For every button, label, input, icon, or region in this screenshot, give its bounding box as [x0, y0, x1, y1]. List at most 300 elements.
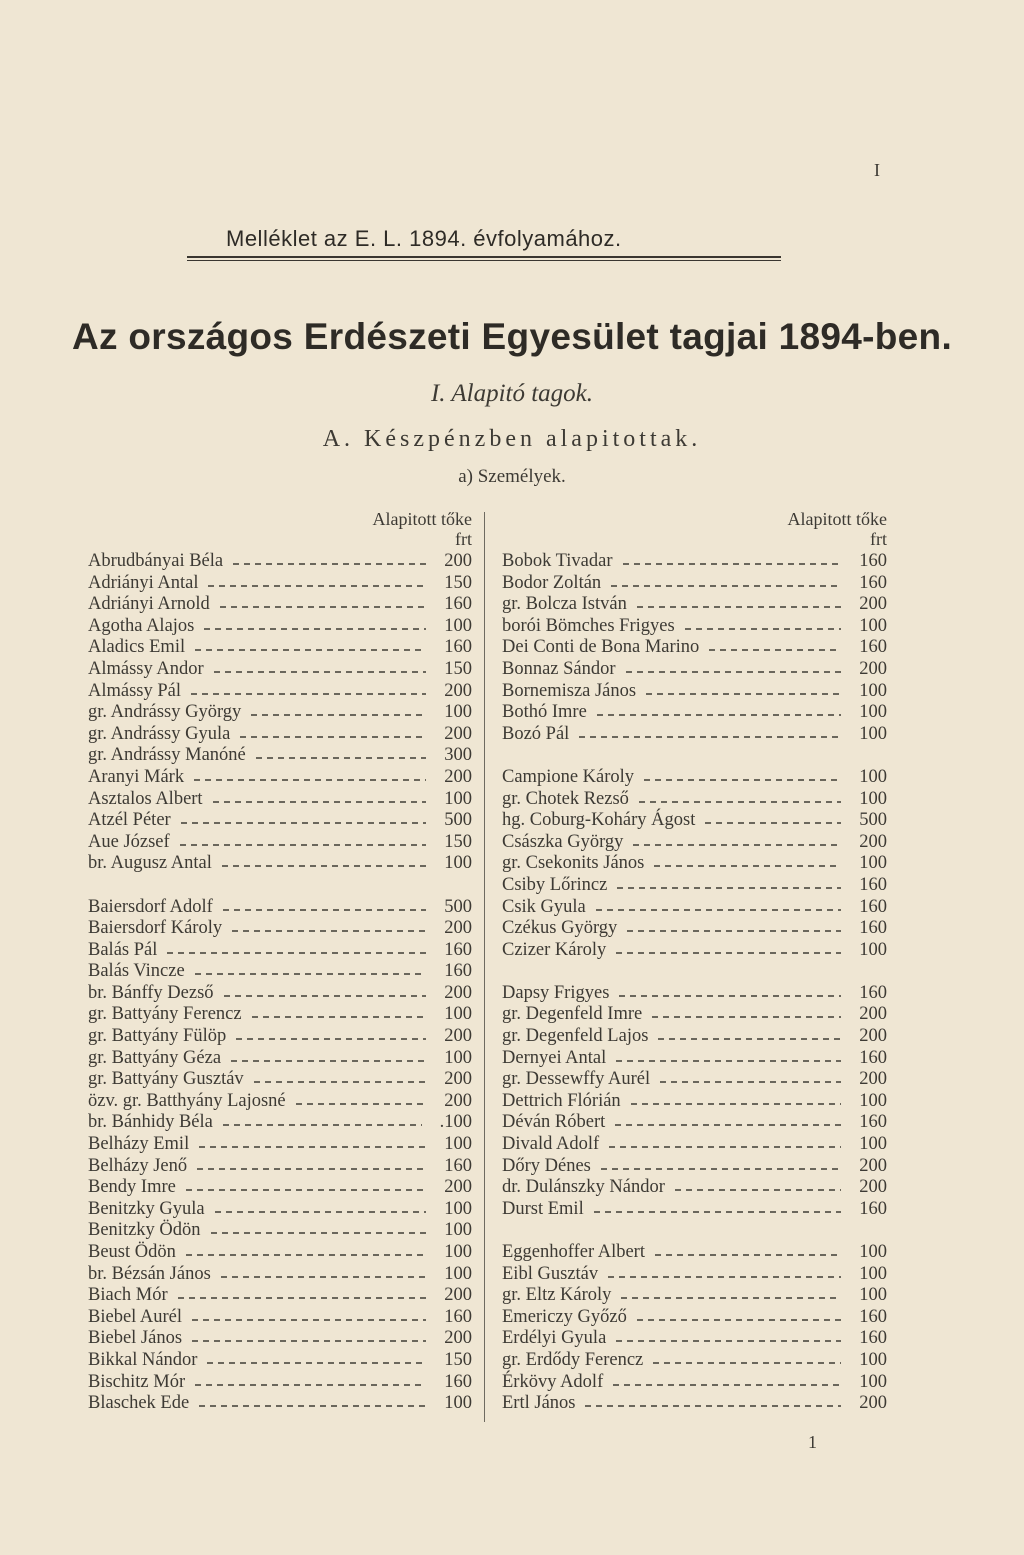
- member-name: Belházy Jenő: [88, 1155, 188, 1176]
- member-row: [88, 767, 472, 789]
- capital-value: 160: [444, 594, 472, 615]
- leader-dots: [195, 1384, 426, 1386]
- capital-value: 200: [859, 1026, 887, 1047]
- member-name: gr. Chotek Rezső: [502, 788, 629, 809]
- capital-value: 100: [859, 1285, 887, 1306]
- member-name: Czizer Károly: [502, 939, 607, 960]
- capital-value: 200: [859, 1069, 887, 1090]
- member-name: Baiersdorf Károly: [88, 918, 223, 939]
- capital-value: 150: [444, 1349, 472, 1370]
- leader-dots: [233, 563, 426, 565]
- member-name: dr. Dulánszky Nándor: [502, 1177, 665, 1198]
- member-name: Csik Gyula: [502, 896, 586, 917]
- member-row: [88, 789, 472, 811]
- supplement-title: Melléklet az E. L. 1894. évfolyamához.: [226, 226, 622, 251]
- leader-dots: [296, 1103, 427, 1105]
- group-heading: a) Személyek.: [458, 466, 566, 487]
- left-column-header-unit: frt: [455, 529, 472, 549]
- capital-value: 200: [444, 1090, 472, 1111]
- left-member-list: [88, 551, 472, 1415]
- leader-dots: [615, 1124, 841, 1126]
- leader-dots: [626, 671, 842, 673]
- capital-value: 100: [444, 615, 472, 636]
- member-row: [502, 983, 887, 1005]
- member-name: Atzél Péter: [88, 810, 171, 831]
- member-name: br. Bánhidy Béla: [88, 1112, 213, 1133]
- member-row: [88, 702, 472, 724]
- member-row: [88, 1220, 472, 1242]
- member-row: [502, 961, 887, 983]
- member-name: Balás Pál: [88, 939, 158, 960]
- member-name: Bothó Imre: [502, 702, 587, 723]
- member-row: [88, 1091, 472, 1113]
- leader-dots: [646, 693, 841, 695]
- leader-dots: [167, 952, 426, 954]
- member-name: Dei Conti de Bona Marino: [502, 637, 700, 658]
- leader-dots: [199, 1146, 426, 1148]
- leader-dots: [644, 779, 841, 781]
- leader-dots: [222, 865, 426, 867]
- leader-dots: [616, 1060, 841, 1062]
- capital-value: 160: [859, 637, 887, 658]
- leader-dots: [192, 1340, 426, 1342]
- member-name: Bobok Tivadar: [502, 551, 613, 571]
- member-row: [88, 1004, 472, 1026]
- member-row: [88, 1350, 472, 1372]
- member-name: br. Bánffy Dezső: [88, 982, 214, 1003]
- capital-value: 100: [444, 853, 472, 874]
- leader-dots: [631, 1103, 842, 1105]
- member-row: [88, 1134, 472, 1156]
- member-name: Adriányi Antal: [88, 572, 199, 593]
- capital-value: 200: [859, 831, 887, 852]
- right-column-header: [730, 509, 887, 549]
- member-name: Belházy Emil: [88, 1134, 190, 1155]
- member-name: hg. Coburg-Koháry Ágost: [502, 810, 696, 831]
- member-row: [88, 1026, 472, 1048]
- member-row: [88, 1393, 472, 1415]
- capital-value: 100: [859, 723, 887, 744]
- leader-dots: [232, 930, 426, 932]
- capital-value: 100: [444, 1198, 472, 1219]
- member-name: Bozó Pál: [502, 723, 570, 744]
- member-name: gr. Csekonits János: [502, 853, 645, 874]
- leader-dots: [178, 1297, 427, 1299]
- leader-dots: [220, 606, 426, 608]
- member-row: [502, 875, 887, 897]
- member-row: [502, 745, 887, 767]
- member-name: Aranyi Márk: [88, 766, 185, 787]
- capital-value: 160: [444, 1371, 472, 1392]
- leader-dots: [192, 1319, 426, 1321]
- member-row: [88, 573, 472, 595]
- member-row: [502, 810, 887, 832]
- leader-dots: [596, 909, 841, 911]
- capital-value: 160: [859, 896, 887, 917]
- capital-value: 160: [444, 939, 472, 960]
- leader-dots: [660, 1081, 841, 1083]
- member-row: [88, 983, 472, 1005]
- capital-value: 100: [859, 702, 887, 723]
- leader-dots: [579, 736, 841, 738]
- title-rule-thin: [187, 260, 781, 261]
- right-member-list: [502, 551, 887, 1415]
- leader-dots: [223, 1124, 422, 1126]
- member-row: [88, 940, 472, 962]
- leader-dots: [655, 1254, 841, 1256]
- capital-value: 200: [859, 1004, 887, 1025]
- capital-value: 160: [859, 572, 887, 593]
- capital-value: 100: [444, 1047, 472, 1068]
- member-row: [502, 1048, 887, 1070]
- member-name: Bodor Zoltán: [502, 572, 602, 593]
- member-row: [502, 1004, 887, 1026]
- member-row: [88, 897, 472, 919]
- capital-value: 160: [859, 1112, 887, 1133]
- leader-dots: [240, 736, 426, 738]
- leader-dots: [208, 585, 426, 587]
- member-name: Benitzky Ödön: [88, 1220, 201, 1241]
- capital-value: 100: [444, 702, 472, 723]
- leader-dots: [627, 930, 841, 932]
- member-row: [502, 1156, 887, 1178]
- member-row: [88, 1285, 472, 1307]
- capital-value: 100: [444, 1004, 472, 1025]
- capital-value: 100: [859, 766, 887, 787]
- leader-dots: [236, 1038, 426, 1040]
- member-row: [88, 616, 472, 638]
- capital-value: 200: [859, 1155, 887, 1176]
- member-row: [88, 875, 472, 897]
- member-name: Baiersdorf Adolf: [88, 896, 213, 917]
- member-row: [502, 1350, 887, 1372]
- capital-value: 100: [444, 1134, 472, 1155]
- member-name: gr. Andrássy Manóné: [88, 745, 246, 766]
- member-row: [502, 1026, 887, 1048]
- member-name: gr. Dessewffy Aurél: [502, 1069, 651, 1090]
- member-row: [88, 1069, 472, 1091]
- leader-dots: [252, 1016, 427, 1018]
- capital-value: 160: [859, 1306, 887, 1327]
- member-row: [88, 832, 472, 854]
- member-name: Biebel Aurél: [88, 1306, 183, 1327]
- leader-dots: [653, 1362, 841, 1364]
- leader-dots: [613, 1384, 841, 1386]
- leader-dots: [199, 1405, 426, 1407]
- capital-value: 160: [859, 551, 887, 571]
- capital-value: 100: [859, 1349, 887, 1370]
- capital-value: 160: [859, 1198, 887, 1219]
- leader-dots: [608, 1276, 841, 1278]
- member-row: [88, 745, 472, 767]
- member-row: [502, 897, 887, 919]
- member-row: [502, 1393, 887, 1415]
- leader-dots: [231, 1060, 426, 1062]
- member-row: [88, 594, 472, 616]
- member-name: Divald Adolf: [502, 1134, 600, 1155]
- member-name: br. Bézsán János: [88, 1263, 211, 1284]
- leader-dots: [633, 844, 841, 846]
- leader-dots: [221, 1276, 426, 1278]
- subsection-heading: A. Készpénzben alapitottak.: [322, 426, 702, 452]
- member-row: [502, 1134, 887, 1156]
- capital-value: 200: [444, 1177, 472, 1198]
- member-name: Eibl Gusztáv: [502, 1263, 599, 1284]
- leader-dots: [207, 1362, 426, 1364]
- member-name: gr. Battyány Ferencz: [88, 1004, 242, 1025]
- member-row: [502, 789, 887, 811]
- capital-value: 100: [859, 1090, 887, 1111]
- capital-value: 200: [859, 1393, 887, 1414]
- member-name: Biach Mór: [88, 1285, 168, 1306]
- capital-value: 200: [444, 1328, 472, 1349]
- title-rule: [187, 256, 781, 258]
- member-name: gr. Battyány Géza: [88, 1047, 222, 1068]
- member-name: Asztalos Albert: [88, 788, 203, 809]
- leader-dots: [597, 714, 841, 716]
- member-name: Aladics Emil: [88, 637, 186, 658]
- member-name: Biebel János: [88, 1328, 183, 1349]
- leader-dots: [709, 649, 841, 651]
- leader-dots: [609, 1146, 841, 1148]
- capital-value: 200: [444, 982, 472, 1003]
- member-name: Erdélyi Gyula: [502, 1328, 607, 1349]
- member-name: Aue József: [88, 831, 170, 852]
- member-row: [502, 1328, 887, 1350]
- capital-value: 160: [444, 961, 472, 982]
- capital-value: 100: [859, 1134, 887, 1155]
- member-name: Blaschek Ede: [88, 1393, 190, 1414]
- member-row: [502, 573, 887, 595]
- capital-value: 200: [444, 766, 472, 787]
- leader-dots: [191, 693, 426, 695]
- member-row: [88, 1048, 472, 1070]
- member-row: [502, 1220, 887, 1242]
- right-column-header-unit: frt: [870, 529, 887, 549]
- member-row: [502, 1285, 887, 1307]
- leader-dots: [214, 671, 427, 673]
- member-row: [88, 1177, 472, 1199]
- capital-value: 200: [859, 594, 887, 615]
- capital-value: 100: [444, 1242, 472, 1262]
- member-row: [502, 1069, 887, 1091]
- member-row: [502, 1242, 887, 1264]
- member-name: Beust Ödön: [88, 1242, 176, 1262]
- member-name: Dőry Dénes: [502, 1155, 591, 1176]
- member-row: [502, 832, 887, 854]
- leader-dots: [685, 628, 842, 630]
- member-name: gr. Battyány Gusztáv: [88, 1069, 244, 1090]
- capital-value: 160: [444, 1306, 472, 1327]
- member-row: [502, 853, 887, 875]
- member-name: Agotha Alajos: [88, 615, 195, 636]
- page-number: 1: [808, 1432, 817, 1452]
- leader-dots: [601, 1168, 841, 1170]
- leader-dots: [186, 1254, 426, 1256]
- member-name: br. Augusz Antal: [88, 853, 212, 874]
- member-row: [502, 702, 887, 724]
- member-row: [88, 1264, 472, 1286]
- leader-dots: [204, 628, 426, 630]
- capital-value: 200: [444, 1069, 472, 1090]
- leader-dots: [195, 973, 427, 975]
- member-row: [88, 961, 472, 983]
- member-row: [88, 853, 472, 875]
- leader-dots: [223, 909, 426, 911]
- member-row: [502, 551, 887, 573]
- member-name: Almássy Andor: [88, 658, 204, 679]
- capital-value: 200: [859, 1177, 887, 1198]
- capital-value: 200: [444, 723, 472, 744]
- leader-dots: [616, 952, 841, 954]
- leader-dots: [705, 822, 841, 824]
- member-name: Dettrich Flórián: [502, 1090, 621, 1111]
- member-name: özv. gr. Batthyány Lajosné: [88, 1090, 286, 1111]
- capital-value: 100: [444, 1220, 472, 1241]
- leader-dots: [675, 1189, 841, 1191]
- member-name: gr. Battyány Fülöp: [88, 1026, 227, 1047]
- member-name: Adriányi Arnold: [88, 594, 210, 615]
- leader-dots: [180, 844, 427, 846]
- right-column-header-label: Alapitott tőke: [787, 509, 887, 529]
- leader-dots: [623, 563, 842, 565]
- capital-value: 300: [444, 745, 472, 766]
- leader-dots: [621, 1297, 841, 1299]
- member-name: gr. Degenfeld Lajos: [502, 1026, 649, 1047]
- member-row: [88, 918, 472, 940]
- capital-value: 100: [859, 939, 887, 960]
- capital-value: 160: [859, 982, 887, 1003]
- capital-value: 100: [859, 615, 887, 636]
- member-row: [502, 681, 887, 703]
- member-name: Abrudbányai Béla: [88, 551, 224, 571]
- member-name: Balás Vincze: [88, 961, 185, 982]
- member-name: Bendy Imre: [88, 1177, 176, 1198]
- member-row: [88, 810, 472, 832]
- member-name: Czékus György: [502, 918, 618, 939]
- member-name: Érkövy Adolf: [502, 1371, 604, 1392]
- capital-value: 160: [859, 1047, 887, 1068]
- member-name: Emericzy Győző: [502, 1306, 627, 1327]
- capital-value: 160: [444, 637, 472, 658]
- member-row: [88, 724, 472, 746]
- leader-dots: [594, 1211, 842, 1213]
- capital-value: 200: [444, 551, 472, 571]
- capital-value: 160: [859, 1328, 887, 1349]
- member-name: Dernyei Antal: [502, 1047, 607, 1068]
- leader-dots: [224, 995, 427, 997]
- member-row: [502, 594, 887, 616]
- leader-dots: [619, 995, 841, 997]
- capital-value: 100: [444, 1393, 472, 1414]
- member-name: borói Bömches Frigyes: [502, 615, 675, 636]
- left-column-header-label: Alapitott tőke: [372, 509, 472, 529]
- member-row: [502, 1264, 887, 1286]
- leader-dots: [617, 887, 841, 889]
- member-row: [502, 1112, 887, 1134]
- member-row: [502, 918, 887, 940]
- leader-dots: [616, 1340, 841, 1342]
- member-row: [502, 1091, 887, 1113]
- capital-value: 200: [859, 658, 887, 679]
- member-name: gr. Bolcza István: [502, 594, 627, 615]
- leader-dots: [186, 1189, 426, 1191]
- capital-value: 500: [444, 810, 472, 831]
- capital-value: 150: [444, 572, 472, 593]
- leader-dots: [254, 1081, 427, 1083]
- leader-dots: [637, 1319, 841, 1321]
- member-name: Bischitz Mór: [88, 1371, 186, 1392]
- member-name: Eggenhoffer Albert: [502, 1242, 645, 1262]
- leader-dots: [639, 801, 841, 803]
- leader-dots: [215, 1211, 427, 1213]
- leader-dots: [652, 1016, 841, 1018]
- capital-value: 160: [859, 918, 887, 939]
- member-row: [502, 940, 887, 962]
- member-name: gr. Degenfeld Imre: [502, 1004, 643, 1025]
- capital-value: 200: [444, 1026, 472, 1047]
- member-name: Durst Emil: [502, 1198, 584, 1219]
- capital-value: 100: [444, 1263, 472, 1284]
- member-row: [88, 681, 472, 703]
- capital-value: 100: [859, 680, 887, 701]
- capital-value: 500: [444, 896, 472, 917]
- member-name: Almássy Pál: [88, 680, 182, 701]
- member-row: [88, 1307, 472, 1329]
- capital-value: 100: [859, 1263, 887, 1284]
- member-name: gr. Andrássy Gyula: [88, 723, 231, 744]
- member-row: [502, 1199, 887, 1221]
- member-name: Császka György: [502, 831, 624, 852]
- capital-value: 100: [859, 1371, 887, 1392]
- member-name: Csiby Lőrincz: [502, 874, 608, 895]
- leader-dots: [637, 606, 841, 608]
- member-row: [502, 724, 887, 746]
- member-row: [88, 1199, 472, 1221]
- leader-dots: [256, 757, 427, 759]
- member-name: Dapsy Frigyes: [502, 982, 610, 1003]
- capital-value: 150: [444, 658, 472, 679]
- capital-value: 100: [859, 1242, 887, 1262]
- member-row: [88, 551, 472, 573]
- leader-dots: [213, 801, 427, 803]
- capital-value: 160: [444, 1155, 472, 1176]
- member-row: [502, 767, 887, 789]
- capital-value: .100: [439, 1112, 472, 1133]
- capital-value: 150: [444, 831, 472, 852]
- leader-dots: [181, 822, 427, 824]
- member-name: gr. Eltz Károly: [502, 1285, 612, 1306]
- column-divider: [484, 512, 485, 1422]
- member-row: [502, 1372, 887, 1394]
- member-row: [502, 637, 887, 659]
- member-row: [88, 1328, 472, 1350]
- member-name: Ertl János: [502, 1393, 576, 1414]
- roman-page-number: I: [874, 160, 880, 180]
- member-name: Bikkal Nándor: [88, 1349, 198, 1370]
- member-name: gr. Andrássy György: [88, 702, 242, 723]
- capital-value: 160: [859, 874, 887, 895]
- member-name: Benitzky Gyula: [88, 1198, 205, 1219]
- capital-value: 500: [859, 810, 887, 831]
- member-row: [502, 659, 887, 681]
- main-title: Az országos Erdészeti Egyesület tagjai 1894-ben.: [71, 316, 953, 357]
- leader-dots: [195, 649, 426, 651]
- member-row: [88, 1156, 472, 1178]
- left-column-header: [320, 509, 472, 549]
- member-row: [88, 1112, 472, 1134]
- capital-value: 100: [859, 853, 887, 874]
